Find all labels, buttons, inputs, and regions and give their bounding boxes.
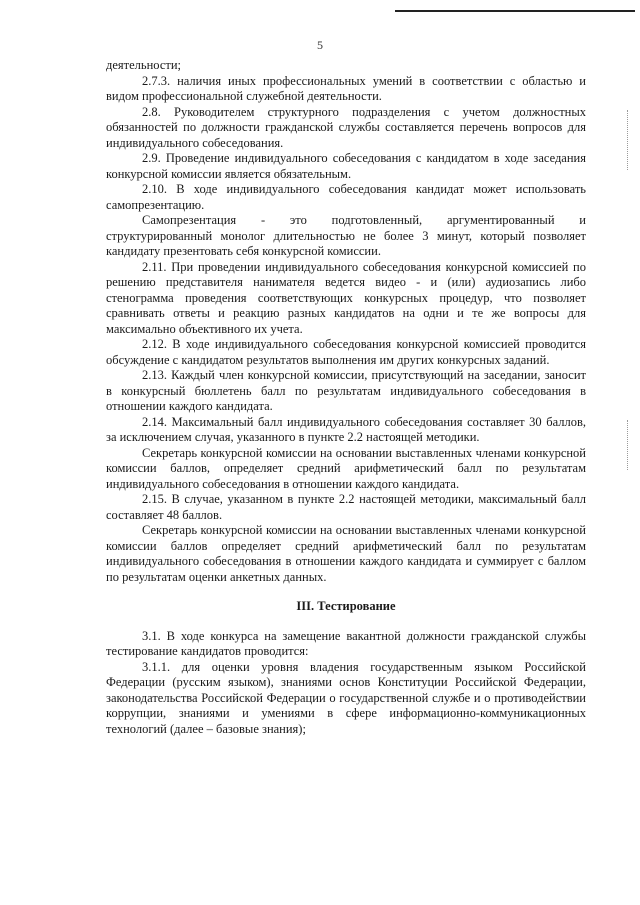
scan-border-line: [395, 10, 635, 12]
paragraph: 2.9. Проведение индивидуального собеседования с кандидатом в ходе заседания конкурсной комиссии является обязательным.: [106, 151, 586, 181]
paragraph: 2.13. Каждый член конкурсной комиссии, присутствующий на заседании, заносит в конкурсный бюллетень балл по результатам индивидуального собеседования в отношении каждого кандидата.: [106, 368, 586, 413]
paragraph: Секретарь конкурсной комиссии на основании выставленных членами конкурсной комиссии баллов определяет средний арифметический балл по результатам индивидуального собеседования в отношении каждого кандидата и суммирует с баллом по результатам оценки анкетных данных.: [106, 523, 586, 584]
scan-margin-marks: [627, 110, 632, 170]
paragraph: 2.7.3. наличия иных профессиональных умений в соответствии с областью и видом профессиональной служебной деятельности.: [106, 73, 586, 103]
paragraph-list-top: [106, 58, 586, 585]
paragraph: Самопрезентация - это подготовленный, аргументированный и структурированный монолог длительностью не более 3 минут, который позволяет кандидату презентовать себя конкурсной комиссии.: [106, 213, 586, 258]
document-body: [106, 58, 586, 737]
paragraph: 2.11. При проведении индивидуального собеседования конкурсной комиссией по решению представителя нанимателя ведется видео - и (или) аудиозапись либо стенограмма проведения соответствующих конкурсных процедур, что позволяет сравнивать ответы и реакцию разных кандидатов на одни и те же вопросы для максимально объективного их учета.: [106, 259, 586, 336]
scan-margin-marks: [627, 420, 632, 470]
paragraph: 2.15. В случае, указанном в пункте 2.2 настоящей методики, максимальный балл составляет 48 баллов.: [106, 492, 586, 522]
paragraph: 2.14. Максимальный балл индивидуального собеседования составляет 30 баллов, за исключением случая, указанного в пункте 2.2 настоящей методики.: [106, 414, 586, 444]
paragraph: Секретарь конкурсной комиссии на основании выставленных членами конкурсной комиссии баллов, определяет средний арифметический балл по результатам индивидуального собеседования в отношении каждого кандидата.: [106, 445, 586, 491]
paragraph: 3.1.1. для оценки уровня владения государственным языком Российской Федерации (русским языком), знаниями основ Конституции Российской Федерации, законодательства Российской Федерации о государственной службе и о противодействии коррупции, знаниями и умениями в сфере информационно-коммуникационных технологий (далее – базовые знания);: [106, 659, 586, 736]
paragraph: 3.1. В ходе конкурса на замещение вакантной должности гражданской службы тестирование кандидатов проводится:: [106, 628, 586, 658]
page-number: 5: [317, 38, 323, 52]
paragraph: 2.8. Руководителем структурного подразделения с учетом должностных обязанностей по должности гражданской службы составляется перечень вопросов для индивидуального собеседования.: [106, 104, 586, 150]
section-heading: III. Тестирование: [296, 599, 396, 613]
paragraph: деятельности;: [106, 58, 182, 72]
paragraph: 2.12. В ходе индивидуального собеседования конкурсной комиссией проводится обсуждение с кандидатом результатов выполнения им других конкурсных заданий.: [106, 337, 586, 367]
paragraph: 2.10. В ходе индивидуального собеседования кандидат может использовать самопрезентацию.: [106, 182, 586, 212]
paragraph-list-bottom: [106, 629, 586, 738]
